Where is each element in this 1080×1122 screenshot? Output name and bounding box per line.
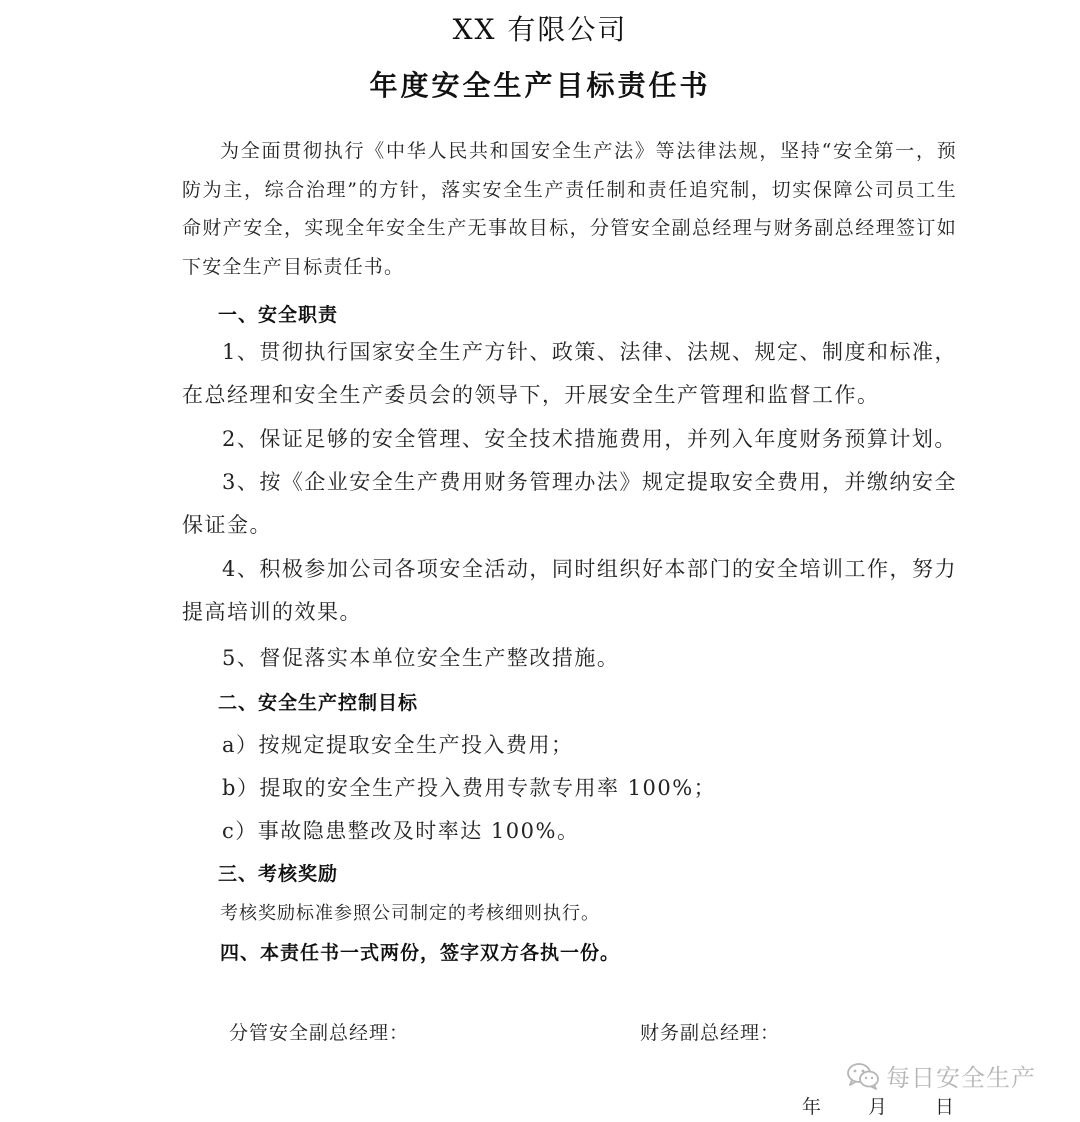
watermark-text: 每日安全生产 [886,1064,1036,1092]
intro-paragraph: 为全面贯彻执行《中华人民共和国安全生产法》等法律法规，坚持“安全第一，预防为主，综合治理”的方针，落实安全生产责任制和责任追究制，切实保障公司员工生命财产安全，实现全年安全生产无事故目标，分管安全副总经理与财务副总经理签订如下安全生产目标责任书。 [182,140,957,278]
date-month: 月 [868,1096,888,1118]
date-day: 日 [935,1096,955,1118]
duty-item-3: 3、按《企业安全生产费用财务管理办法》规定提取安全费用，并缴纳安全保证金。 [182,470,957,537]
document-title: 年度安全生产目标责任书 [369,69,711,102]
signature-safety-vp: 分管安全副总经理： [229,1022,410,1044]
target-item-c: c）事故隐患整改及时率达 100%。 [222,819,580,843]
duty-item-5: 5、督促落实本单位安全生产整改措施。 [222,646,620,670]
section-heading-targets: 二、安全生产控制目标 [218,692,419,714]
company-name: XX 有限公司 [452,13,628,46]
date-year: 年 [802,1096,822,1118]
target-item-b: b）提取的安全生产投入费用专款专用率 100%； [222,776,717,800]
duty-item-2: 2、保证足够的安全管理、安全技术措施费用，并列入年度财务预算计划。 [222,427,957,451]
watermark [846,1058,1036,1093]
duty-item-4: 4、积极参加公司各项安全活动，同时组织好本部门的安全培训工作，努力提高培训的效果。 [182,557,957,624]
duty-item-1: 1、贯彻执行国家安全生产方针、政策、法律、法规、规定、制度和标准，在总经理和安全生产委员会的领导下，开展安全生产管理和监督工作。 [182,340,957,407]
section-heading-assessment: 三、考核奖励 [218,863,339,885]
assessment-text: 考核奖励标准参照公司制定的考核细则执行。 [220,903,600,924]
target-item-a: a）按规定提取安全生产投入费用； [222,733,574,757]
wechat-icon [846,1062,880,1090]
section-heading-duties: 一、安全职责 [218,304,339,326]
signature-finance-vp: 财务副总经理： [640,1022,781,1044]
section-heading-copies: 四、本责任书一式两份，签字双方各执一份。 [220,942,621,964]
